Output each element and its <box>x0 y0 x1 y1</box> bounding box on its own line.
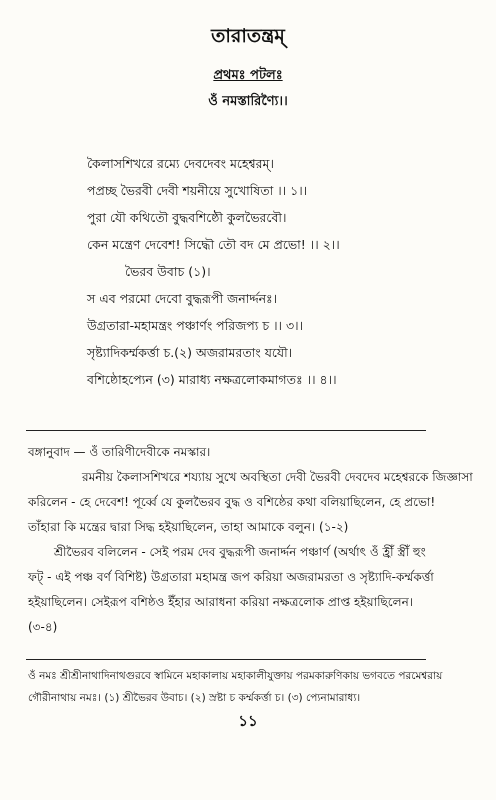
verse-line: পুরা যৌ কথিতৌ বুদ্ধবশিষ্ঠৌ কুলভৈরবৌ। <box>87 210 287 225</box>
page-title: তারাতন্ত্রম্ <box>211 25 285 47</box>
translation-verse-ref: (৩-৪) <box>28 620 58 634</box>
footnote-divider <box>26 659 426 660</box>
verse-speaker-line: ভৈরব উবাচ (১)। <box>125 264 211 279</box>
verse-line: স এব পরমো দেবো বুদ্ধরূপী জনার্দ্দনঃ। <box>87 291 278 306</box>
chapter-heading-text: প্রথমঃ পটলঃ <box>213 68 283 83</box>
translation-line: তাঁহারা কি মন্ত্রের দ্বারা সিদ্ধ হইয়াছিলেন, তাহা আমাকে বলুন। (১-২) <box>28 520 349 534</box>
verse-line: উগ্রতারা-মহামন্ত্রং পঞ্চার্ণং পরিজপ্য চ ।। ৩।। <box>87 318 304 333</box>
translation-line: করিলেন - হে দেবেশ! পূর্ব্বে যে কুলভৈরব বুদ্ধ ও বশিষ্ঠের কথা বলিয়াছিলেন, হে প্রভো! <box>28 495 436 509</box>
footnote-line: গৌরীনাথায় নমঃ। (১) শ্রীভৈরব উবাচ। (২) স্রষ্টা চ কর্ম্মকর্ত্তা চ। (৩) প্যেনামারাধ্য। <box>28 692 361 704</box>
sanskrit-verses <box>87 150 477 393</box>
translation-line: রমনীয় কৈলাসশিখরে শয্যায় সুখে অবস্থিতা দেবী ভৈরবী দেবদেব মহেশ্বরকে জিজ্ঞাসা <box>82 470 473 484</box>
chapter-heading <box>0 66 496 87</box>
translation-heading: বঙ্গানুবাদ — ওঁ তারিণীদেবীকে নমস্কার। <box>28 445 211 459</box>
section-divider <box>26 430 426 431</box>
verse-line: পপ্রচ্ছ ভৈরবী দেবী শয়নীয়ে সুখোষিতা ।। ১।। <box>87 183 308 198</box>
bengali-translation <box>28 440 480 640</box>
verse-line: কেন মন্ত্রেণ দেবেশ! সিদ্ধৌ তৌ বদ মে প্রভো! ।। ২।। <box>87 237 340 252</box>
footnotes <box>28 665 480 709</box>
verse-line: সৃষ্ট্যাদিকর্ম্মকর্ত্তা চ.(২) অজরামরতাং যযৌ। <box>87 345 293 360</box>
verse-line: কৈলাসশিখরে রম্যে দেবদেবং মহেশ্বরম্। <box>87 156 274 171</box>
translation-line: ফট্ - এই পঞ্চ বর্ণ বিশিষ্ট) উগ্রতারা মহামন্ত্র জপ করিয়া অজরামরতা ও সৃষ্ট্যাদি-কর্ম্মকর্ত্তা <box>28 570 434 584</box>
translation-line: হইয়াছিলেন। সেইরূপ বশিষ্ঠও ইঁহার আরাধনা করিয়া নক্ষত্রলোক প্রাপ্ত হইয়াছিলেন। <box>28 595 414 609</box>
translation-line: শ্রীভৈরব বলিলেন - সেই পরম দেব বুদ্ধরূপী জনার্দ্দন পঞ্চার্ণ (অর্থাৎ ওঁ হ্রীঁ স্ত্রীঁ হুং <box>54 545 426 559</box>
invocation: ওঁ নমস্তারিণ্যৈ।। <box>208 94 288 109</box>
page-number: ১১ <box>238 712 258 730</box>
verse-line: বশিষ্ঠোহপ্যেন (৩) মারাধ্য নক্ষত্রলোকমাগতঃ ।। ৪।। <box>87 372 337 387</box>
footnote-line: ওঁ নমঃ শ্রীশ্রীনাথাদিনাথগুরবে স্বামিনে মহাকালায় মহাকালীযুক্তায় পরমকারুণিকায় ভগবতে পরমেশ্বরায় <box>28 670 443 682</box>
